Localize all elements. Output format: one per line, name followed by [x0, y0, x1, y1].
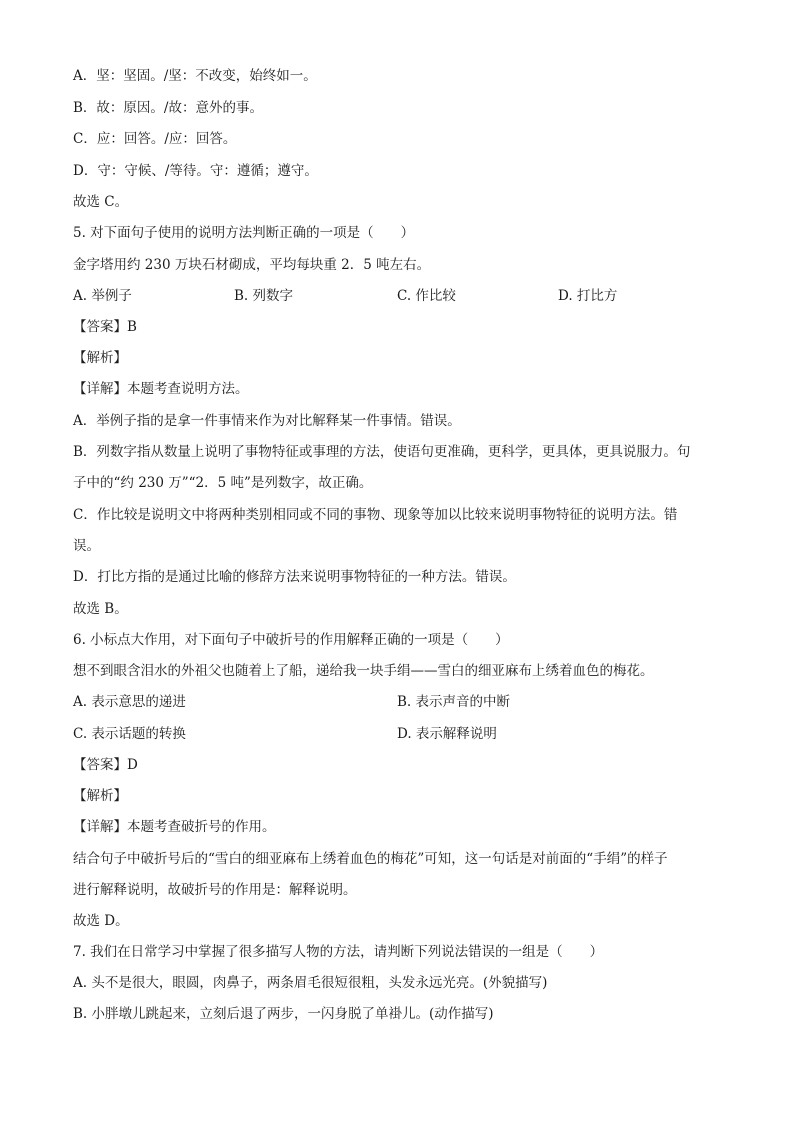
q6-detail: 【详解】本题考查破折号的作用。 — [73, 819, 276, 835]
q6-explain-line2: 进行解释说明，故破折号的作用是：解释说明。 — [73, 882, 357, 898]
q4-explain-b: B．故：原因。/故：意外的事。 — [73, 100, 263, 116]
q7-stem: 7. 我们在日常学习中掌握了很多描写人物的方法，请判断下列说法错误的一组是（ ） — [73, 944, 604, 960]
q5-explain-b-line1: B．列数字指从数量上说明了事物特征或事理的方法，使语句更准确，更科学，更具体，更具说服力。句 — [73, 444, 691, 460]
q6-option-c: C. 表示话题的转换 — [73, 726, 186, 742]
q5-stem: 5. 对下面句子使用的说明方法判断正确的一项是（ ） — [73, 225, 415, 241]
q5-detail: 【详解】本题考查说明方法。 — [73, 381, 249, 397]
q4-conclusion: 故选 C。 — [73, 194, 129, 210]
q6-sentence: 想不到眼含泪水的外祖父也随着上了船，递给我一块手绢——雪白的细亚麻布上绣着血色的梅花。 — [73, 663, 654, 679]
q5-explain-b-line2: 子中的“约 230 万”“2．5 吨”是列数字，故正确。 — [73, 475, 373, 491]
q5-option-d: D. 打比方 — [558, 288, 618, 304]
q4-explain-c: C．应：回答。/应：回答。 — [73, 131, 237, 147]
q5-option-b: B. 列数字 — [234, 288, 294, 304]
q4-explain-d: D．守：守候、/等待。守：遵循；遵守。 — [73, 163, 318, 179]
q6-stem: 6. 小标点大作用，对下面句子中破折号的作用解释正确的一项是（ ） — [73, 632, 509, 648]
q5-explain-c-line1: C．作比较是说明文中将两种类别相同或不同的事物、现象等加以比较来说明事物特征的说明方法。错 — [73, 507, 678, 523]
q6-option-a: A. 表示意思的递进 — [73, 694, 186, 710]
q6-option-d: D. 表示解释说明 — [397, 726, 497, 742]
q6-explain-line1: 结合句子中破折号后的“雪白的细亚麻布上绣着血色的梅花”可知，这一句话是对前面的“手绢”的样子 — [73, 851, 668, 867]
q6-option-b: B. 表示声音的中断 — [397, 694, 511, 710]
q5-conclusion: 故选 B。 — [73, 601, 128, 617]
q7-option-a: A. 头不是很大，眼圆，肉鼻子，两条眉毛很短很粗，头发永远光亮。(外貌描写) — [73, 975, 548, 991]
q5-option-c: C. 作比较 — [397, 288, 456, 304]
q4-explain-a: A．坚：坚固。/坚：不改变，始终如一。 — [73, 68, 317, 84]
q5-option-a: A. 举例子 — [73, 288, 132, 304]
q5-answer: 【答案】B — [73, 319, 137, 335]
q6-analysis-heading: 【解析】 — [73, 788, 127, 804]
q6-answer: 【答案】D — [73, 757, 138, 773]
q5-explain-c-line2: 误。 — [73, 538, 100, 554]
q5-explain-a: A．举例子指的是拿一件事情来作为对比解释某一件事情。错误。 — [73, 413, 461, 429]
q5-analysis-heading: 【解析】 — [73, 350, 127, 366]
q5-explain-d: D．打比方指的是通过比喻的修辞方法来说明事物特征的一种方法。错误。 — [73, 569, 516, 585]
q5-sentence: 金字塔用约 230 万块石材砌成，平均每块重 2．5 吨左右。 — [73, 257, 431, 273]
q6-conclusion: 故选 D。 — [73, 913, 129, 929]
q7-option-b: B. 小胖墩儿跳起来，立刻后退了两步，一闪身脱了单褂儿。(动作描写) — [73, 1006, 494, 1022]
